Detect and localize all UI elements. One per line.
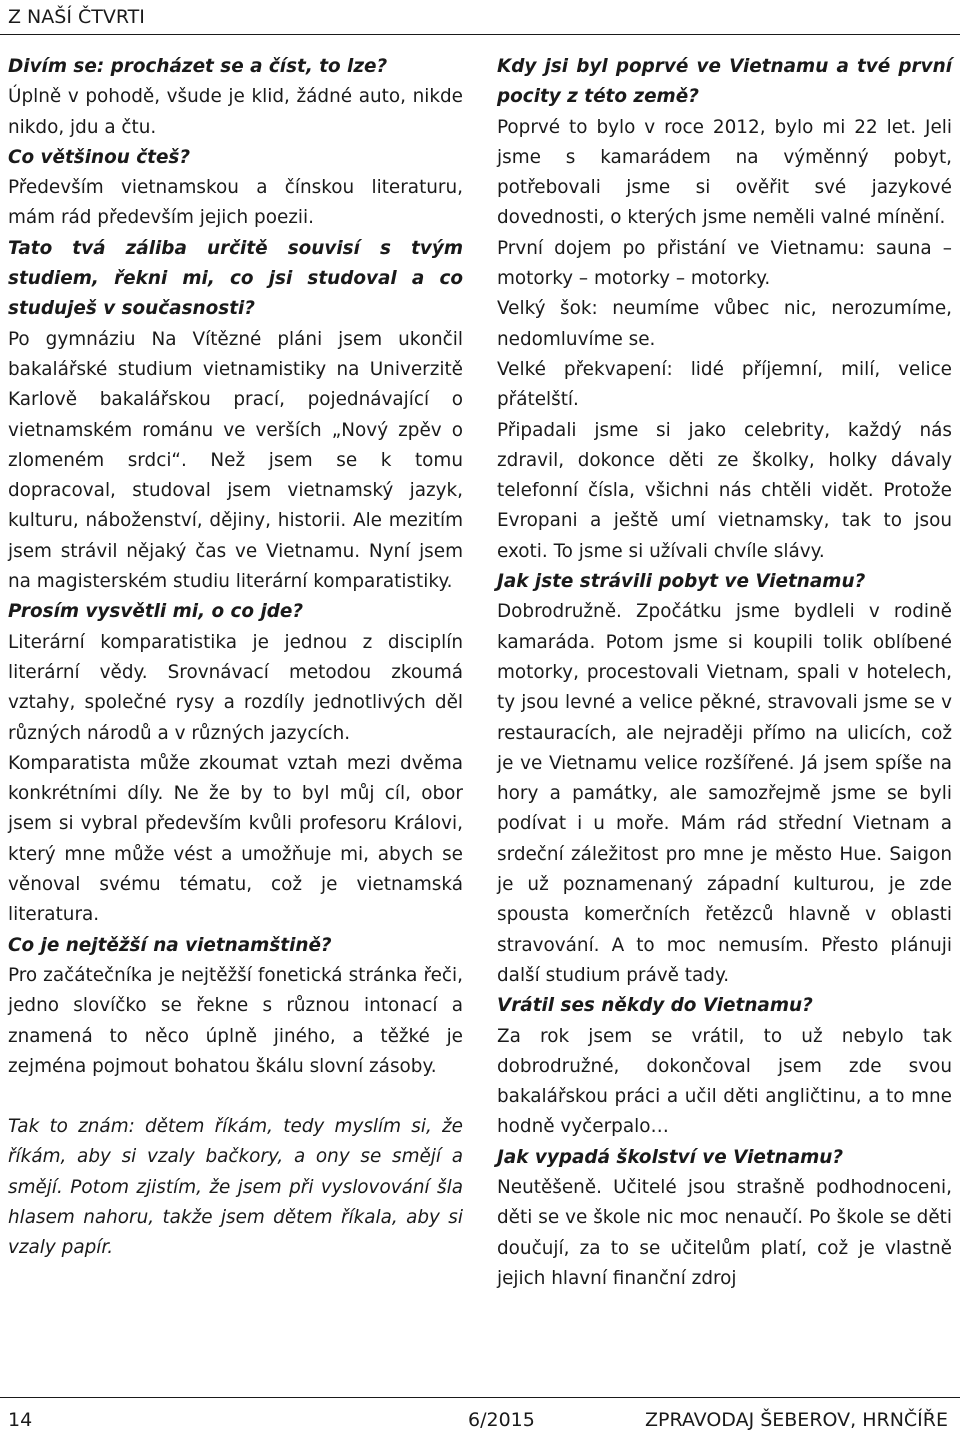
interview-answer: Především vietnamskou a čínskou literaturu, mám rád především jejich poezii. xyxy=(8,177,463,229)
publication-title: ZPRAVODAJ ŠEBEROV, HRNČÍŘE xyxy=(644,1409,948,1431)
interview-answer: Pro začátečníka je nejtěžší fonetická stránka řeči, jedno slovíčko se řekne s různou intonací a znamená to něco úplně jiného, a těžké je zejména pojmout bohatou škálu slovní zásoby. xyxy=(8,964,463,1077)
interview-answer: Velký šok: neumíme vůbec nic, nerozumíme, nedomluvíme se. xyxy=(497,298,952,350)
interview-question: Jak vypadá školství ve Vietnamu? xyxy=(497,1146,844,1168)
interview-answer: Dobrodružně. Zpočátku jsme bydleli v rodině kamaráda. Potom jsme si koupili tolik oblíbené motorky, procestovali Vietnam, spali v hotelech, ty jsou levné a velice pěkné, stravovali jsme se v restauracích, ale nejraději přímo na ulicích, což je ve Vietnamu velice rozšířené. Já jsem spíše na hory a památky, ale samozřejmě jsme se byli podívat i u moře. Mám rád střední Vietnam a srdeční záležitost pro mne je město Hue. Saigon je už poznamenaný západní kulturou, je zde spousta komerčních řetězců hlavně v oblasti stravování. A to moc nemusím. Přesto plánuji další studium právě tady. xyxy=(497,601,952,986)
interview-answer: Připadali jsme si jako celebrity, každý nás zdravil, dokonce děti ze školky, holky dávaly telefonní čísla, všichni nás chtěli vidět. Protože Evropani a ještě umí vietnamsky, tak to jsou exoti. To jsme si užívali chvíle slávy. xyxy=(497,419,952,562)
interview-answer: Po gymnáziu Na Vítězné pláni jsem ukončil bakalářské studium vietnamistiky na Univerzitě Karlově bakalářskou prací, pojednávající o vietnamském románu ve verších „Nový zpěv o zlomeném srdci“. Než jsem se k tomu dopracoval, studoval jsem vietnamský jazyk, kulturu, náboženství, dějiny, historii. Ale mezitím jsem strávil nějaký čas ve Vietnamu. Nyní jsem na magisterském studiu literární komparatistiky. xyxy=(8,328,463,593)
interview-answer: Literární komparatistika je jednou z disciplín literární vědy. Srovnávací metodou zkoumá vztahy, společné rysy a rozdíly jednotlivých děl různých národů a v různých jazycích. xyxy=(8,631,463,744)
footer-divider xyxy=(0,1397,960,1398)
interview-answer: První dojem po přistání ve Vietnamu: sauna – motorky – motorky – motorky. xyxy=(497,237,952,290)
interview-answer: Poprvé to bylo v roce 2012, bylo mi 22 let. Jeli jsme s kamarádem na výměnný pobyt, potřebovali jsme si ověřit své jazykové dovednosti, o kterých jsme neměli valné mínění. xyxy=(497,116,952,229)
interview-question: Prosím vysvětli mi, o co jde? xyxy=(8,601,304,623)
header-divider xyxy=(0,34,960,35)
interview-question: Co většinou čteš? xyxy=(8,146,191,168)
author-aside: Tak to znám: dětem říkám, tedy myslím si, že říkám, aby si vzaly bačkory, a ony se smějí a smějí. Potom zjistím, že jsem při vyslovování šla hlasem nahoru, takže jsem dětem říkala, aby si vzaly papír. xyxy=(8,1116,463,1259)
interview-answer: Za rok jsem se vrátil, to už nebylo tak dobrodružné, dokončoval jsem zde svou bakalářskou práci a učil děti angličtinu, a to mne hodně vyčerpalo… xyxy=(497,1025,952,1138)
interview-question: Vrátil ses někdy do Vietnamu? xyxy=(497,995,813,1017)
interview-answer: Neutěšeně. Učitelé jsou strašně podhodnoceni, děti se ve škole nic moc nenaučí. Po škole se děti doučují, za to se učitelům platí, což je vlastně jejich hlavní finanční zdroj xyxy=(497,1176,952,1289)
interview-question: Co je nejtěžší na vietnamštině? xyxy=(8,934,332,956)
right-column xyxy=(497,52,952,1294)
interview-question: Tato tvá záliba určitě souvisí s tvým studiem, řekni mi, co jsi studoval a co studuješ v současnosti? xyxy=(8,237,463,320)
interview-question: Jak jste strávili pobyt ve Vietnamu? xyxy=(497,571,866,593)
issue-number: 6/2015 xyxy=(468,1409,535,1431)
interview-answer: Komparatista může zkoumat vztah mezi dvěma konkrétními díly. Ne že by to byl můj cíl, obor jsem si vybral především kvůli profesoru Královi, který mne může vést a umožňuje mi, abych se věnoval svému tématu, což je vietnamská literatura. xyxy=(8,752,463,926)
interview-answer: Velké překvapení: lidé příjemní, milí, velice přátelští. xyxy=(497,358,952,411)
interview-question: Divím se: procházet se a číst, to lze? xyxy=(8,56,388,77)
section-header: Z NAŠÍ ČTVRTI xyxy=(8,6,145,28)
interview-answer: Úplně v pohodě, všude je klid, žádné auto, nikde nikdo, jdu a čtu. xyxy=(8,86,463,138)
left-column xyxy=(8,52,463,1264)
page-number: 14 xyxy=(8,1409,33,1431)
interview-question: Kdy jsi byl poprvé ve Vietnamu a tvé první pocity z této země? xyxy=(497,56,952,108)
